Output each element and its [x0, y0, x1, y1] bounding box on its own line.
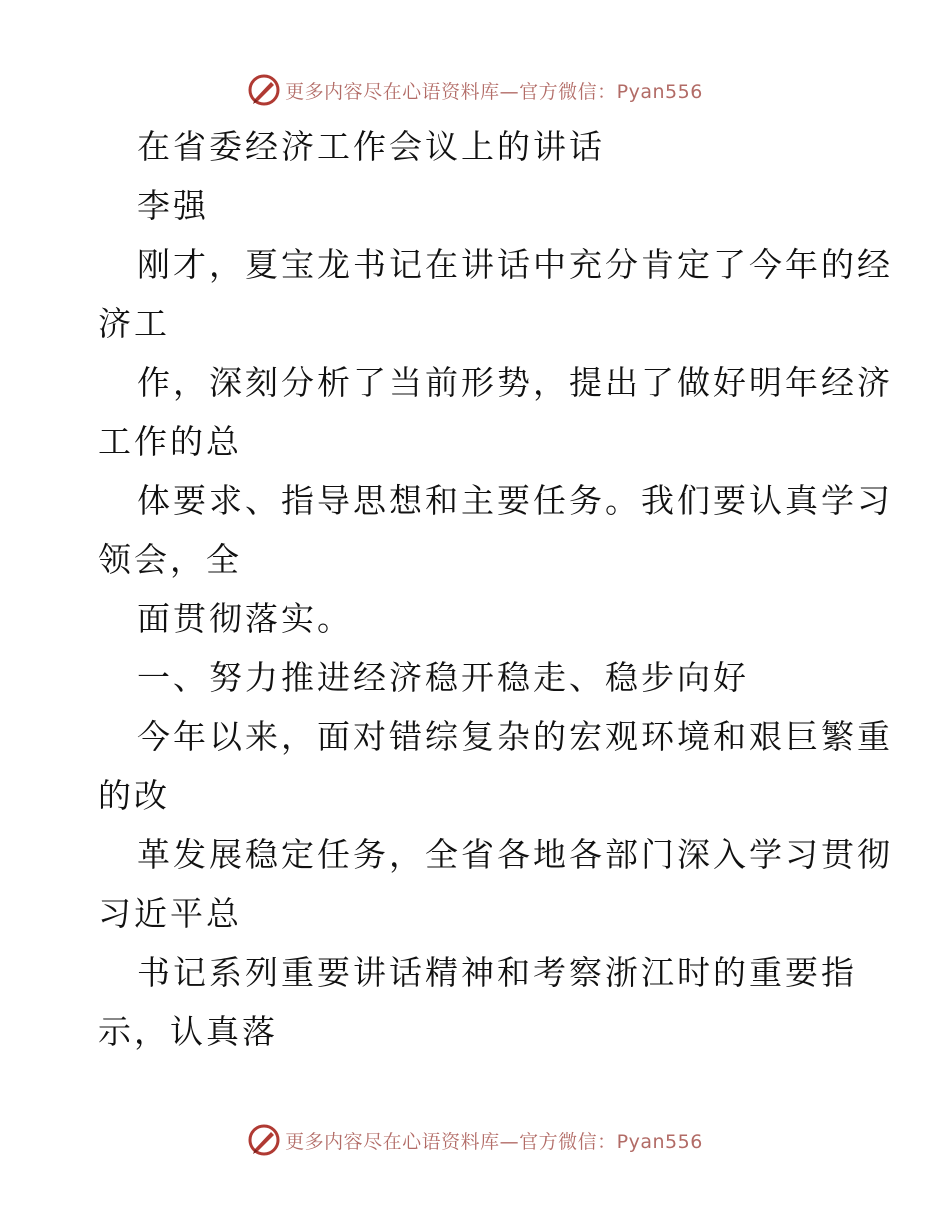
watermark-text: 更多内容尽在心语资料库—官方微信：Pyan556	[285, 1130, 703, 1153]
body-line: 的改	[98, 776, 170, 815]
body-line: 革发展稳定任务，全省各地各部门深入学习贯彻	[137, 835, 893, 874]
body-line: 面贯彻落实。	[137, 599, 353, 638]
header-watermark	[0, 70, 950, 110]
body-line: 习近平总	[98, 894, 242, 933]
body-line: 体要求、指导思想和主要任务。我们要认真学习	[137, 481, 893, 520]
body-line: 示，认真落	[98, 1012, 278, 1051]
body-line: 领会，全	[98, 540, 242, 579]
watermark-text: 更多内容尽在心语资料库—官方微信：Pyan556	[285, 80, 703, 103]
body-line: 书记系列重要讲话精神和考察浙江时的重要指	[137, 953, 857, 992]
footer-watermark	[0, 1120, 950, 1160]
body-line: 作，深刻分析了当前形势，提出了做好明年经济	[137, 363, 893, 402]
body-line: 济工	[98, 304, 170, 343]
body-line: 今年以来，面对错综复杂的宏观环境和艰巨繁重	[137, 717, 893, 756]
body-line: 刚才，夏宝龙书记在讲话中充分肯定了今年的经	[137, 245, 893, 284]
author-name: 李强	[137, 186, 209, 225]
quill-logo-icon	[247, 73, 281, 107]
section-heading: 一、努力推进经济稳开稳走、稳步向好	[137, 658, 749, 697]
body-line: 工作的总	[98, 422, 242, 461]
quill-logo-icon	[247, 1123, 281, 1157]
document-title: 在省委经济工作会议上的讲话	[137, 127, 605, 166]
